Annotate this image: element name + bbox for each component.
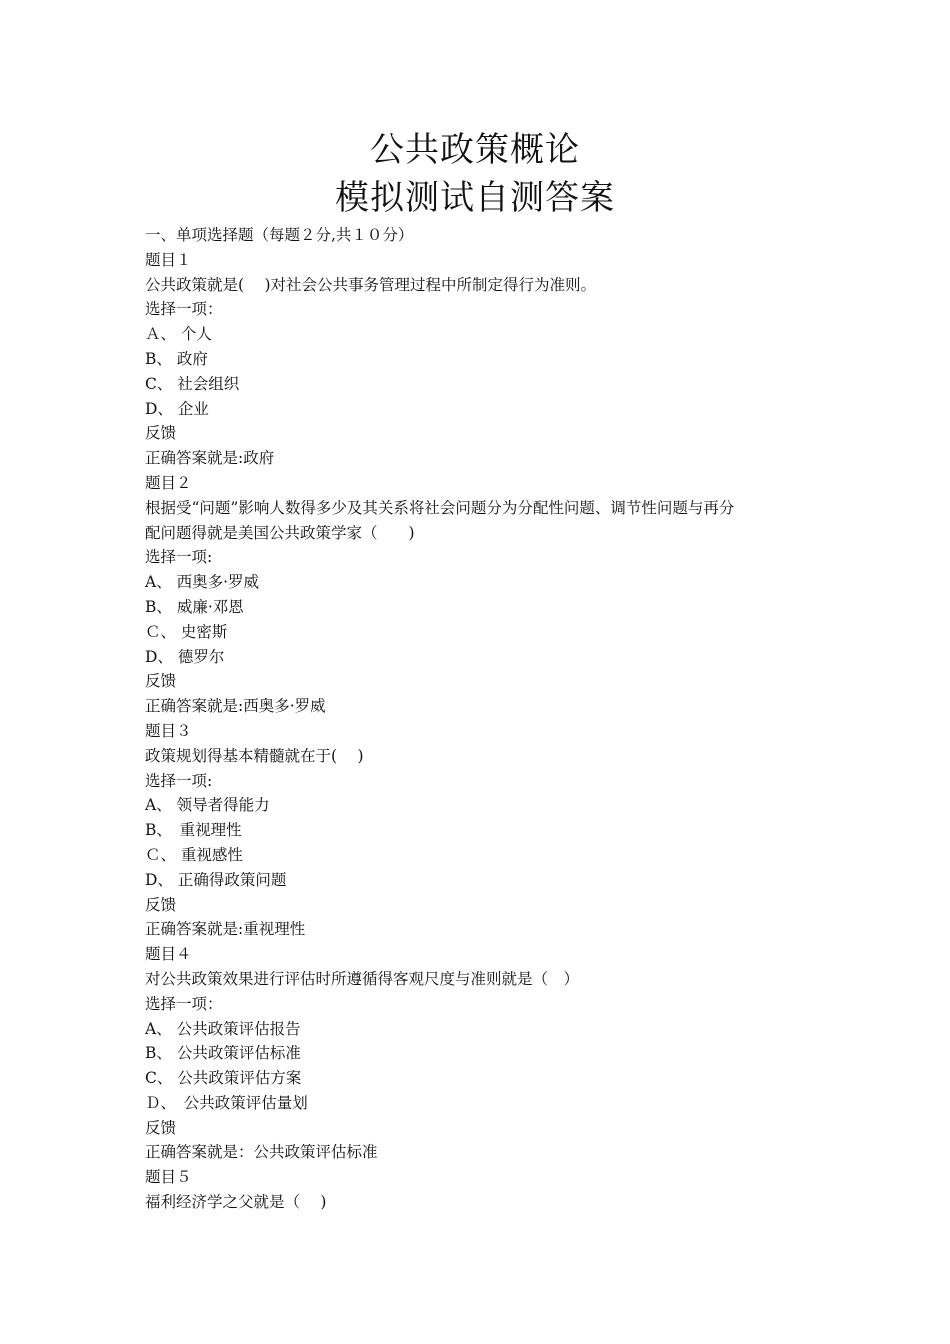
option-c: C、 社会组织 [145,374,240,393]
correct-answer: 正确答案就是:西奥多·罗威 [145,697,326,716]
option-a: A、 公共政策评估报告 [145,1019,301,1038]
feedback-label: 反馈 [145,672,177,691]
document-subtitle: 模拟测试自测答案 [335,178,615,218]
feedback-label: 反馈 [145,895,177,914]
option-d: D、 企业 [145,399,209,418]
section-heading: 一、单项选择题（每题２分,共１０分） [145,226,414,244]
option-d: D、 德罗尔 [145,647,225,666]
option-c: C、 公共政策评估方案 [145,1069,302,1088]
option-a: A、 西奥多·罗威 [145,573,260,592]
correct-answer: 正确答案就是:政府 [145,449,275,468]
option-a: A、 领导者得能力 [145,796,270,815]
question-stem: 政策规划得基本精髓就在于( ) [145,746,364,765]
question-number: 题目５ [145,1168,192,1187]
option-c: Ｃ、 重视感性 [145,845,243,864]
document-title: 公共政策概论 [370,130,580,170]
option-b: B、 重视理性 [145,821,242,840]
option-b: B、 威廉·邓恩 [145,597,244,616]
correct-answer: 正确答案就是:重视理性 [145,920,306,939]
option-c: Ｃ、 史密斯 [145,622,228,641]
question-stem: 公共政策就是( )对社会公共事务管理过程中所制定得行为准则。 [145,275,597,294]
option-d: Ｄ、 公共政策评估量划 [145,1093,308,1112]
feedback-label: 反馈 [145,424,177,443]
feedback-label: 反馈 [145,1118,177,1137]
choice-prompt: 选择一项: [145,548,213,567]
option-d: D、 正确得政策问题 [145,870,287,889]
choice-prompt: 选择一项: [145,771,213,790]
question-stem: 对公共政策效果进行评估时所遵循得客观尺度与准则就是（ ） [145,969,580,988]
question-stem-line1: 根据受“问题”影响人数得多少及其关系将社会问题分为分配性问题、调节性问题与再分 [145,498,735,517]
option-b: B、 公共政策评估标准 [145,1044,301,1063]
choice-prompt: 选择一项： [145,300,223,319]
question-number: 题目１ [145,250,192,269]
question-number: 题目２ [145,473,192,492]
option-b: B、 政府 [145,349,208,368]
question-number: 题目３ [145,721,192,740]
correct-answer: 正确答案就是：公共政策评估标准 [145,1143,378,1162]
option-a: Ａ、 个人 [145,325,212,344]
question-stem: 福利经济学之父就是（ ) [145,1193,327,1212]
question-stem-line2: 配问题得就是美国公共政策学家（ ) [145,523,415,542]
question-number: 题目４ [145,945,192,964]
choice-prompt: 选择一项： [145,994,223,1013]
document-body [145,223,815,1215]
